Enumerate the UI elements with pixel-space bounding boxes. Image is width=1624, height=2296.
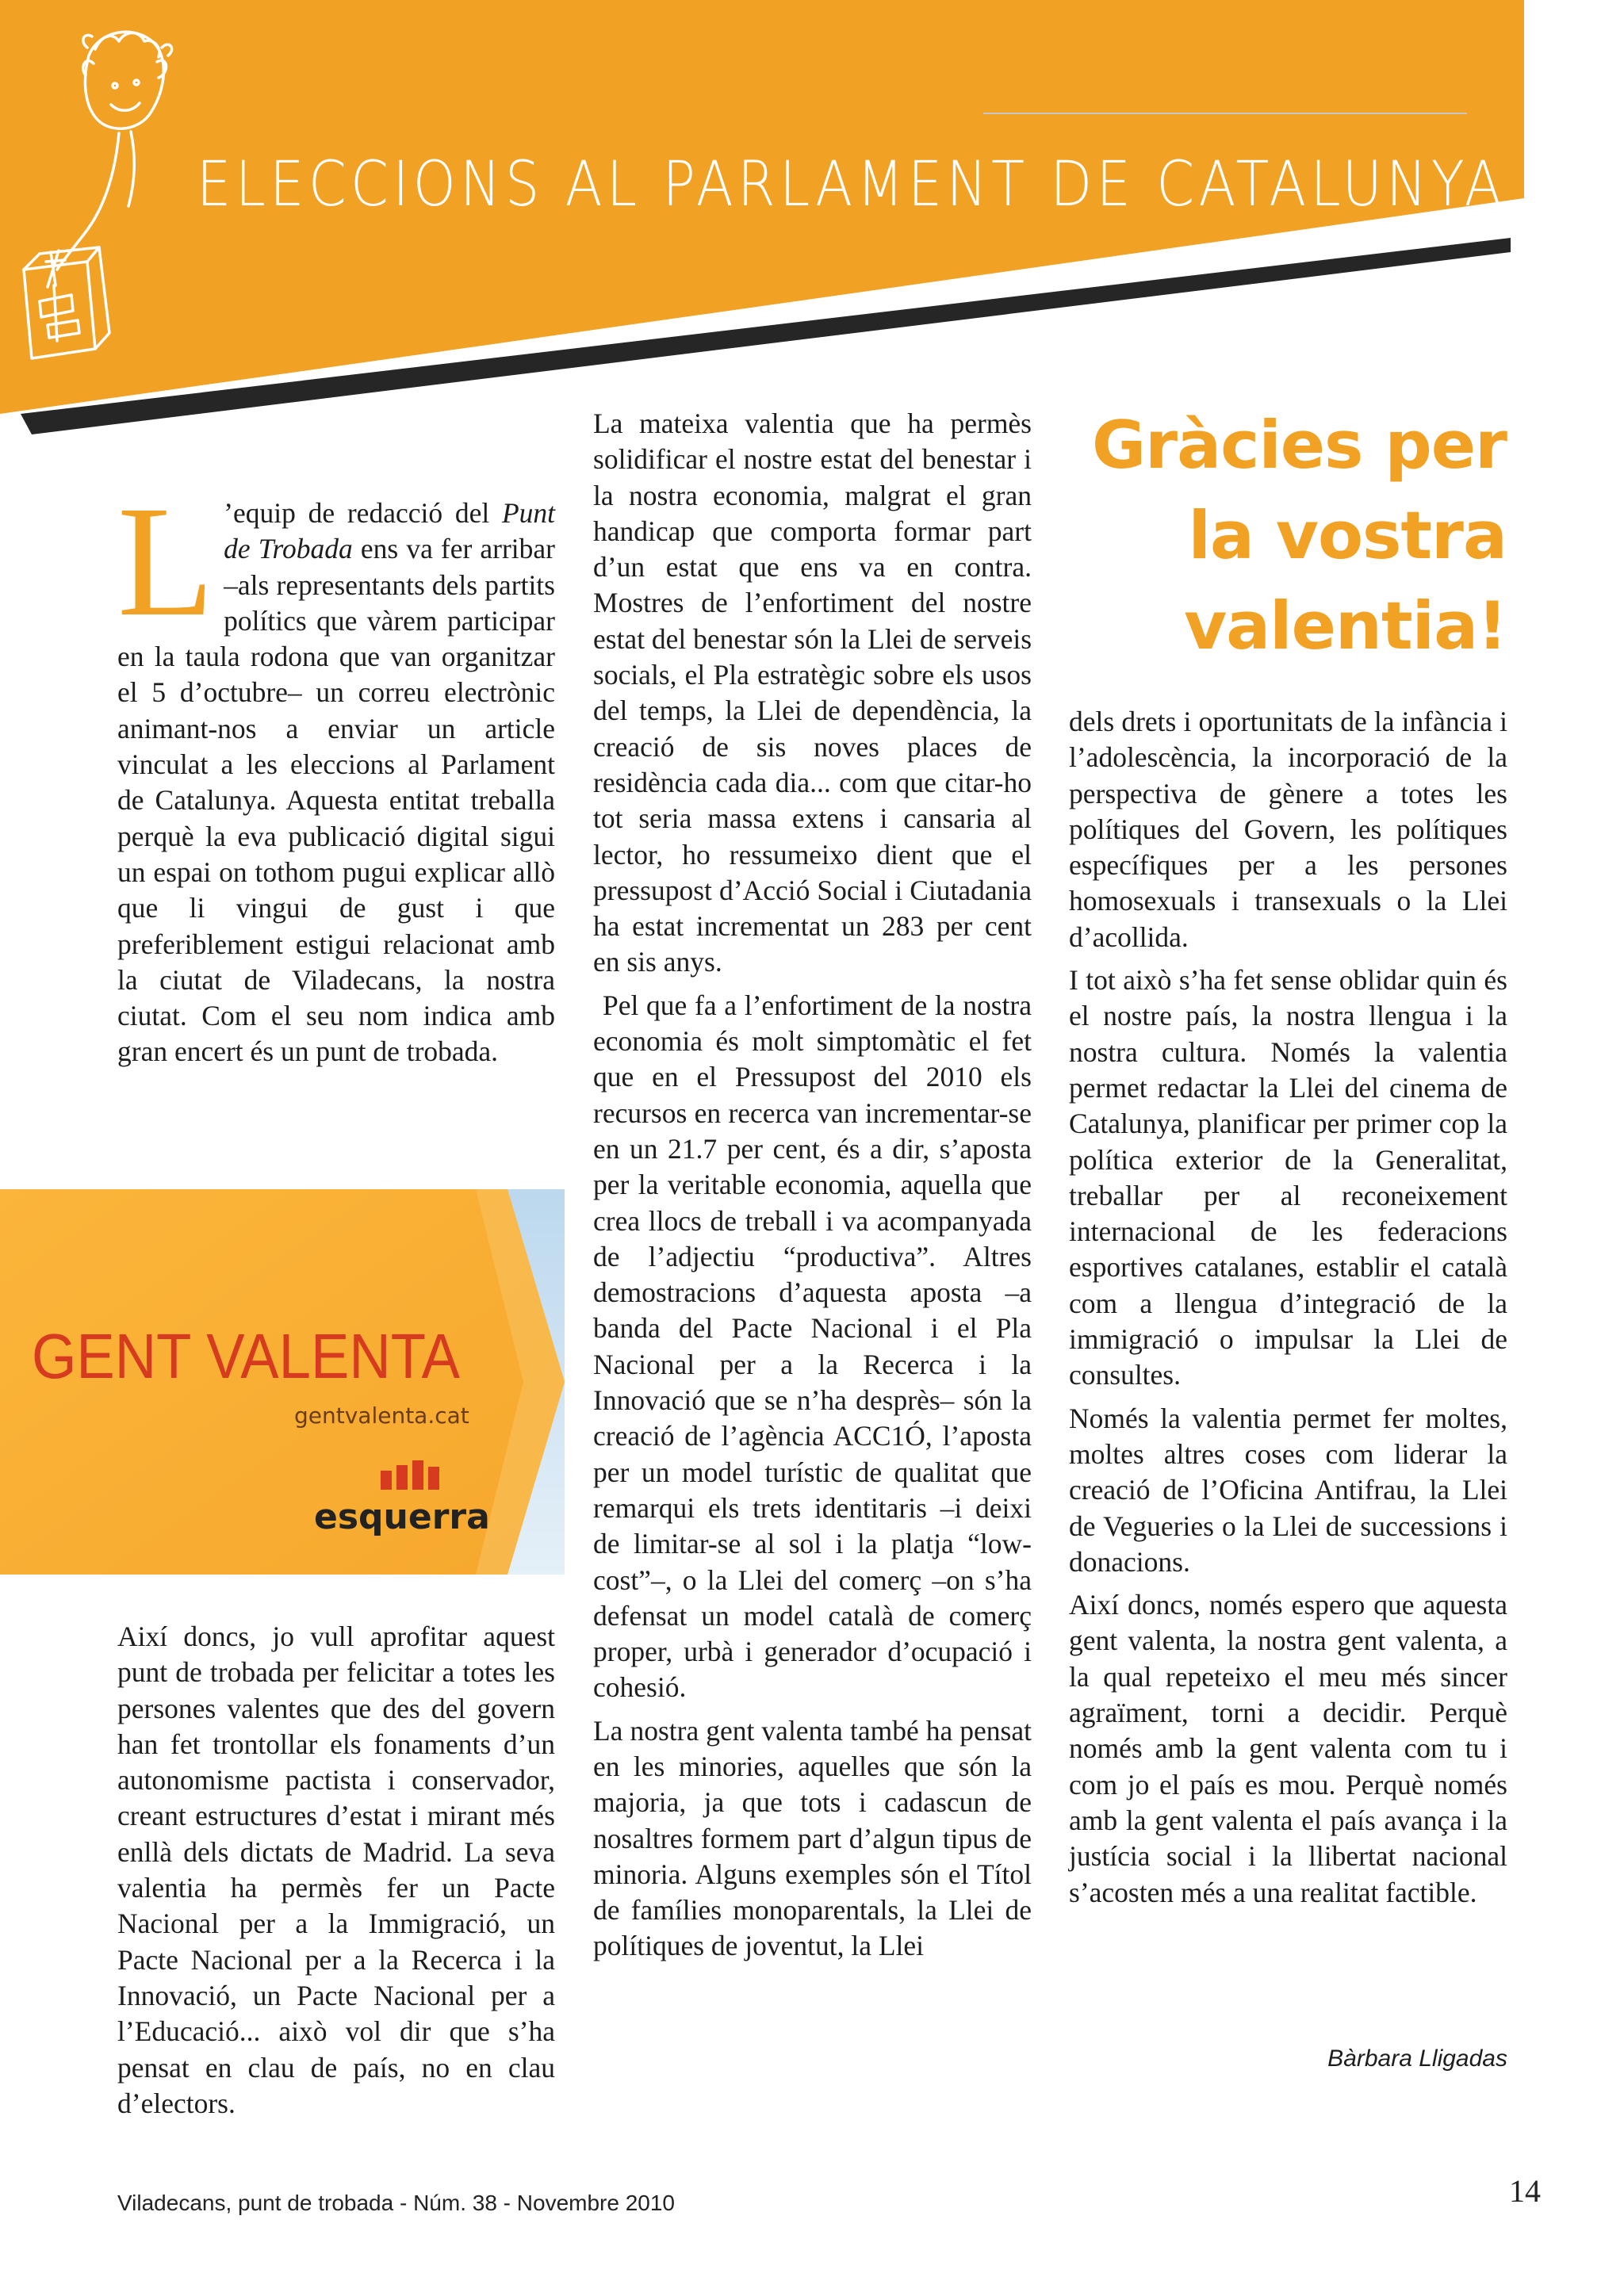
headline-line: Gràcies per	[1092, 407, 1507, 484]
article-column-3	[1069, 704, 1507, 1918]
drop-cap: L	[117, 474, 215, 649]
body-paragraph: dels drets i oportunitats de la infància i l’adolescència, la incorporació de la perspectiva de gènere a totes les polítiques del Govern, les polítiques específiques per a les persones homosexuals i transexuals o la Llei d’acollida.	[1069, 706, 1507, 953]
page-number: 14	[1509, 2173, 1541, 2209]
body-paragraph: Així doncs, jo vull aprofitar aquest punt de trobada per felicitar a totes les persones valentes que des del govern han fet trontollar els fonaments d’un autonomisme pactista i conservador, creant estructures d’estat i mirant més enllà dels dictats de Madrid. La seva valentia ha permès fer un Pacte Nacional per a la Immigració, un Pacte Nacional per a la Recerca i la Innovació, un Pacte Nacional per a l’Educació... això vol dir que s’ha pensat en clau de país, no en clau d’electors.	[117, 1621, 555, 2119]
body-paragraph: Només la valentia permet fer moltes, moltes altres coses com liderar la creació de l’Oficina Antifrau, la Llei de Vegueries o la Llei de successions i donacions.	[1069, 1402, 1507, 1578]
gent-valenta-advertisement	[0, 1189, 565, 1575]
intro-rest: ens va fer arribar –als representants dels partits polítics que vàrem participar en la taula rodona que van organitzar el 5 d’octubre– un correu electrònic animant-nos a enviar un article vinculat a les eleccions al Parlament de Catalunya. Aquesta entitat treballa perquè la eva publicació digital sigui un espai on tothom pugui explicar allò que li vingui de gust i que preferiblement estigui relacionat amb la ciutat de Viladecans, la nostra ciutat. Com el seu nom indica amb gran encert és un punt de trobada.	[117, 533, 555, 1068]
article-headline	[1078, 400, 1507, 672]
author-signature: Bàrbara Lligadas	[1327, 2045, 1507, 2072]
footer-publication: Viladecans, punt de trobada - Núm. 38 - Novembre 2010	[117, 2191, 676, 2215]
intro-paragraph	[117, 474, 555, 1070]
header-banner	[0, 0, 1624, 444]
section-title: ELECCIONS AL PARLAMENT DE CATALUNYA	[197, 149, 1506, 220]
body-paragraph: Així doncs, només espero que aquesta gent valenta, la nostra gent valenta, a la qual repeteixo el meu més sincer agraïment, torni a decidir. Perquè només amb la gent valenta com tu i com jo el país es mou. Perquè només amb la gent valenta el país avança i la justícia social i la llibertat nacional s’acosten més a una realitat factible.	[1069, 1589, 1507, 1908]
article-column-1-continued	[117, 1619, 555, 2129]
body-paragraph: La mateixa valentia que ha permès solidificar el nostre estat del benestar i la nostra economia, malgrat el gran handicap que comporta formar part d’un estat que ens va en contra. Mostres de l’enfortiment del nostre estat del benestar són la Llei de serveis socials, el Pla estratègic sobre els usos del temps, la Llei de dependència, la creació de sis noves places de residència cada dia... com que citar-ho tot seria massa extens i cansaria al lector, ho ressumeixo dient que el pressupost d’Acció Social i Ciutadania ha estat incrementat un 283 per cent en sis anys.	[593, 408, 1032, 978]
publication-name: Punt de Trobada	[224, 497, 555, 565]
body-paragraph: La nostra gent valenta també ha pensat en les minories, aquelles que són la majoria, ja que tots i cadascun de nosaltres formem part d’algun tipus de minoria. Alguns exemples són el Títol de famílies monoparentals, la Llei de polítiques de joventut, la Llei	[593, 1714, 1032, 1962]
headline-line: la vostra	[1188, 497, 1507, 574]
ad-url: gentvalenta.cat	[294, 1402, 469, 1429]
intro-lead: ’equip de redacció del	[224, 497, 502, 529]
header-rule	[983, 113, 1467, 114]
body-paragraph: I tot això s’ha fet sense oblidar quin és el nostre país, la nostra llengua i la nostra cultura. Només la valentia permet redactar la Llei del cinema de Catalunya, planificar per primer cop la política exterior de la Generalitat, treballar per al reconeixement internacional de les federacions esportives catalanes, establir el català com a llengua d’integració de la immigració o impulsar la Llei de consultes.	[1069, 964, 1507, 1391]
ad-headline: GENT VALENTA	[32, 1321, 461, 1391]
article-column-2	[593, 406, 1032, 1972]
article-column-1	[117, 474, 555, 1077]
headline-line: valentia!	[1184, 587, 1507, 664]
body-paragraph: Pel que fa a l’enfortiment de la nostra economia és molt simptomàtic el fet que en el Pressupost del 2010 els recursos en recerca van incrementar-se en un 21.7 per cent, és a dir, s’aposta per la veritable economia, aquella que crea llocs de treball i va acompanyada de l’adjectiu “productiva”. Altres demostracions d’aquesta aposta –a banda del Pacte Nacional i el Pla Nacional per a la Recerca i la Innovació que se n’ha desprès– són la creació de l’agència ACC1Ó, l’aposta per un model turístic de qualitat que remarqui els trets identitaris –i deixi de limitar-se al sol i la platja “low-cost”–, o la Llei del comerç –on s’ha defensat un model català de comerç proper, urbà i generador d’ocupació i cohesió.	[593, 989, 1032, 1704]
ad-brand: esquerra	[314, 1497, 490, 1537]
